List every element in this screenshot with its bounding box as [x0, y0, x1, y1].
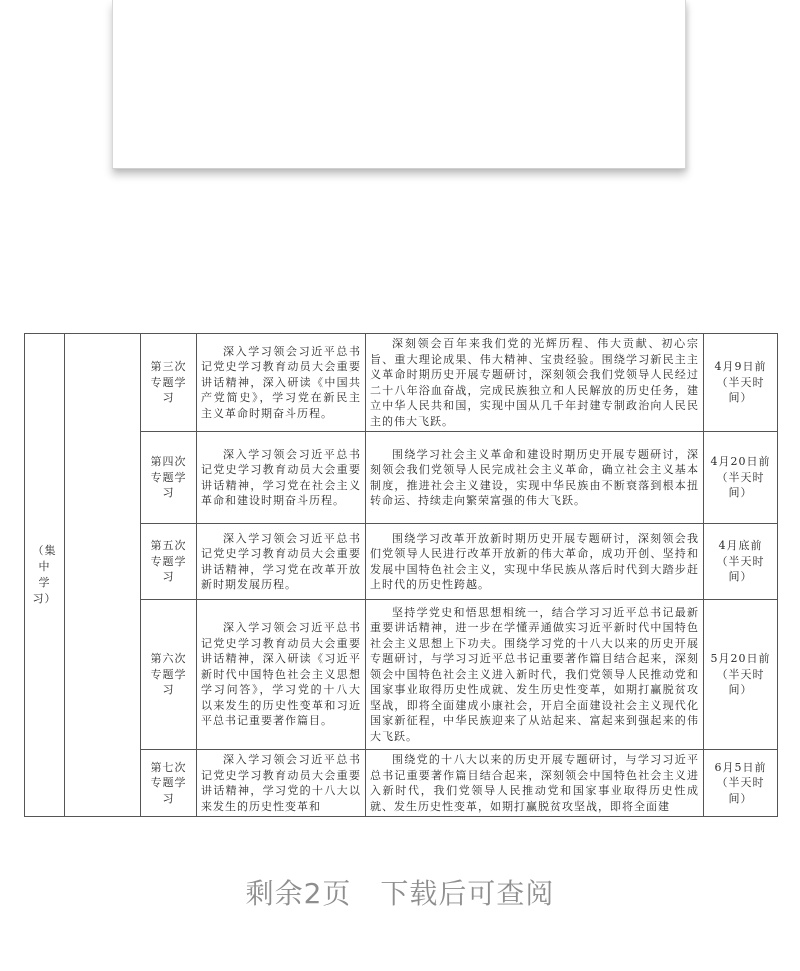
phase-char: 中 [38, 560, 51, 573]
time-cell: 4月9日前（半天时间） [704, 334, 778, 432]
goal-cell: 围绕学习改革开放新时期历史开展专题研讨，深刻领会我们党领导人民进行改革开放新的伟大革命，成功开创、坚持和发展中国特色社会主义，实现中华民族从落后时代到大踏步赶上时代的历史性跨越。 [366, 524, 704, 600]
content-cell: 深入学习领会习近平总书记党史学习教育动员大会重要讲话精神，学习党的十八大以来发生的历史性变革和 [197, 750, 366, 817]
phase-cell [25, 334, 65, 817]
phase-char: （集 [32, 544, 57, 557]
goal-cell: 深刻领会百年来我们党的光辉历程、伟大贡献、初心宗旨、重大理论成果、伟大精神、宝贵经验。围绕学习新民主主义革命时期历史开展专题研讨，深刻领会我们党领导人民经过二十八年浴血奋战，完成民族独立和人民解放的历史任务，建立中华人民共和国，实现中国从几千年封建专制政治向人民民主的伟大飞跃。 [366, 334, 704, 432]
remaining-pages-notice: 剩余2页 下载后可查阅 [245, 877, 555, 910]
time-cell: 4月20日前（半天时间） [704, 432, 778, 524]
content-cell: 深入学习领会习近平总书记党史学习教育动员大会重要讲话精神，深入研读《习近平新时代中国特色社会主义思想学习问答》，学习党的十八大以来发生的历史性变革和习近平总书记重要著作篇目。 [197, 600, 366, 750]
session-cell: 第五次专题学习 [141, 524, 197, 600]
previous-page-sheet [112, 0, 686, 169]
blank-cell [65, 334, 141, 817]
session-cell: 第六次专题学习 [141, 600, 197, 750]
time-cell: 6月5日前（半天时间） [704, 750, 778, 817]
goal-cell: 坚持学党史和悟思想相统一，结合学习习近平总书记最新重要讲话精神，进一步在学懂弄通做实习近平新时代中国特色社会主义思想上下功夫。围绕学习党的十八大以来的历史开展专题研讨，与学习习近平总书记重要著作篇目结合起来，深刻领会中国特色社会主义进入新时代，我们党领导人民推动党和国家事业取得历史性成就、发生历史性变革，如期打赢脱贫攻坚战，即将全面建成小康社会，开启全面建设社会主义现代化国家新征程，中华民族迎来了从站起来、富起来到强起来的伟大飞跃。 [366, 600, 704, 750]
content-cell: 深入学习领会习近平总书记党史学习教育动员大会重要讲话精神，学习党在社会主义革命和建设时期奋斗历程。 [197, 432, 366, 524]
content-cell: 深入学习领会习近平总书记党史学习教育动员大会重要讲话精神，深入研读《中国共产党简史》，学习党在新民主主义革命时期奋斗历程。 [197, 334, 366, 432]
goal-cell: 围绕学习社会主义革命和建设时期历史开展专题研讨，深刻领会我们党领导人民完成社会主义革命，确立社会主义基本制度，推进社会主义建设，实现中华民族由不断衰落到根本扭转命运、持续走向繁荣富强的伟大飞跃。 [366, 432, 704, 524]
goal-cell: 围绕党的十八大以来的历史开展专题研讨，与学习习近平总书记重要著作篇目结合起来，深刻领会中国特色社会主义进入新时代，我们党领导人民推动党和国家事业取得历史性成就、发生历史性变革，如期打赢脱贫攻坚战，即将全面建 [366, 750, 704, 817]
content-cell: 深入学习领会习近平总书记党史学习教育动员大会重要讲话精神，学习党在改革开放新时期发展历程。 [197, 524, 366, 600]
time-cell: 5月20日前（半天时间） [704, 600, 778, 750]
phase-char: 习） [32, 592, 57, 605]
session-cell: 第三次专题学习 [141, 334, 197, 432]
study-schedule-table [24, 333, 778, 817]
time-cell: 4月底前（半天时间） [704, 524, 778, 600]
session-cell: 第四次专题学习 [141, 432, 197, 524]
phase-char: 学 [38, 576, 51, 589]
table-row [25, 334, 778, 432]
session-cell: 第七次专题学习 [141, 750, 197, 817]
